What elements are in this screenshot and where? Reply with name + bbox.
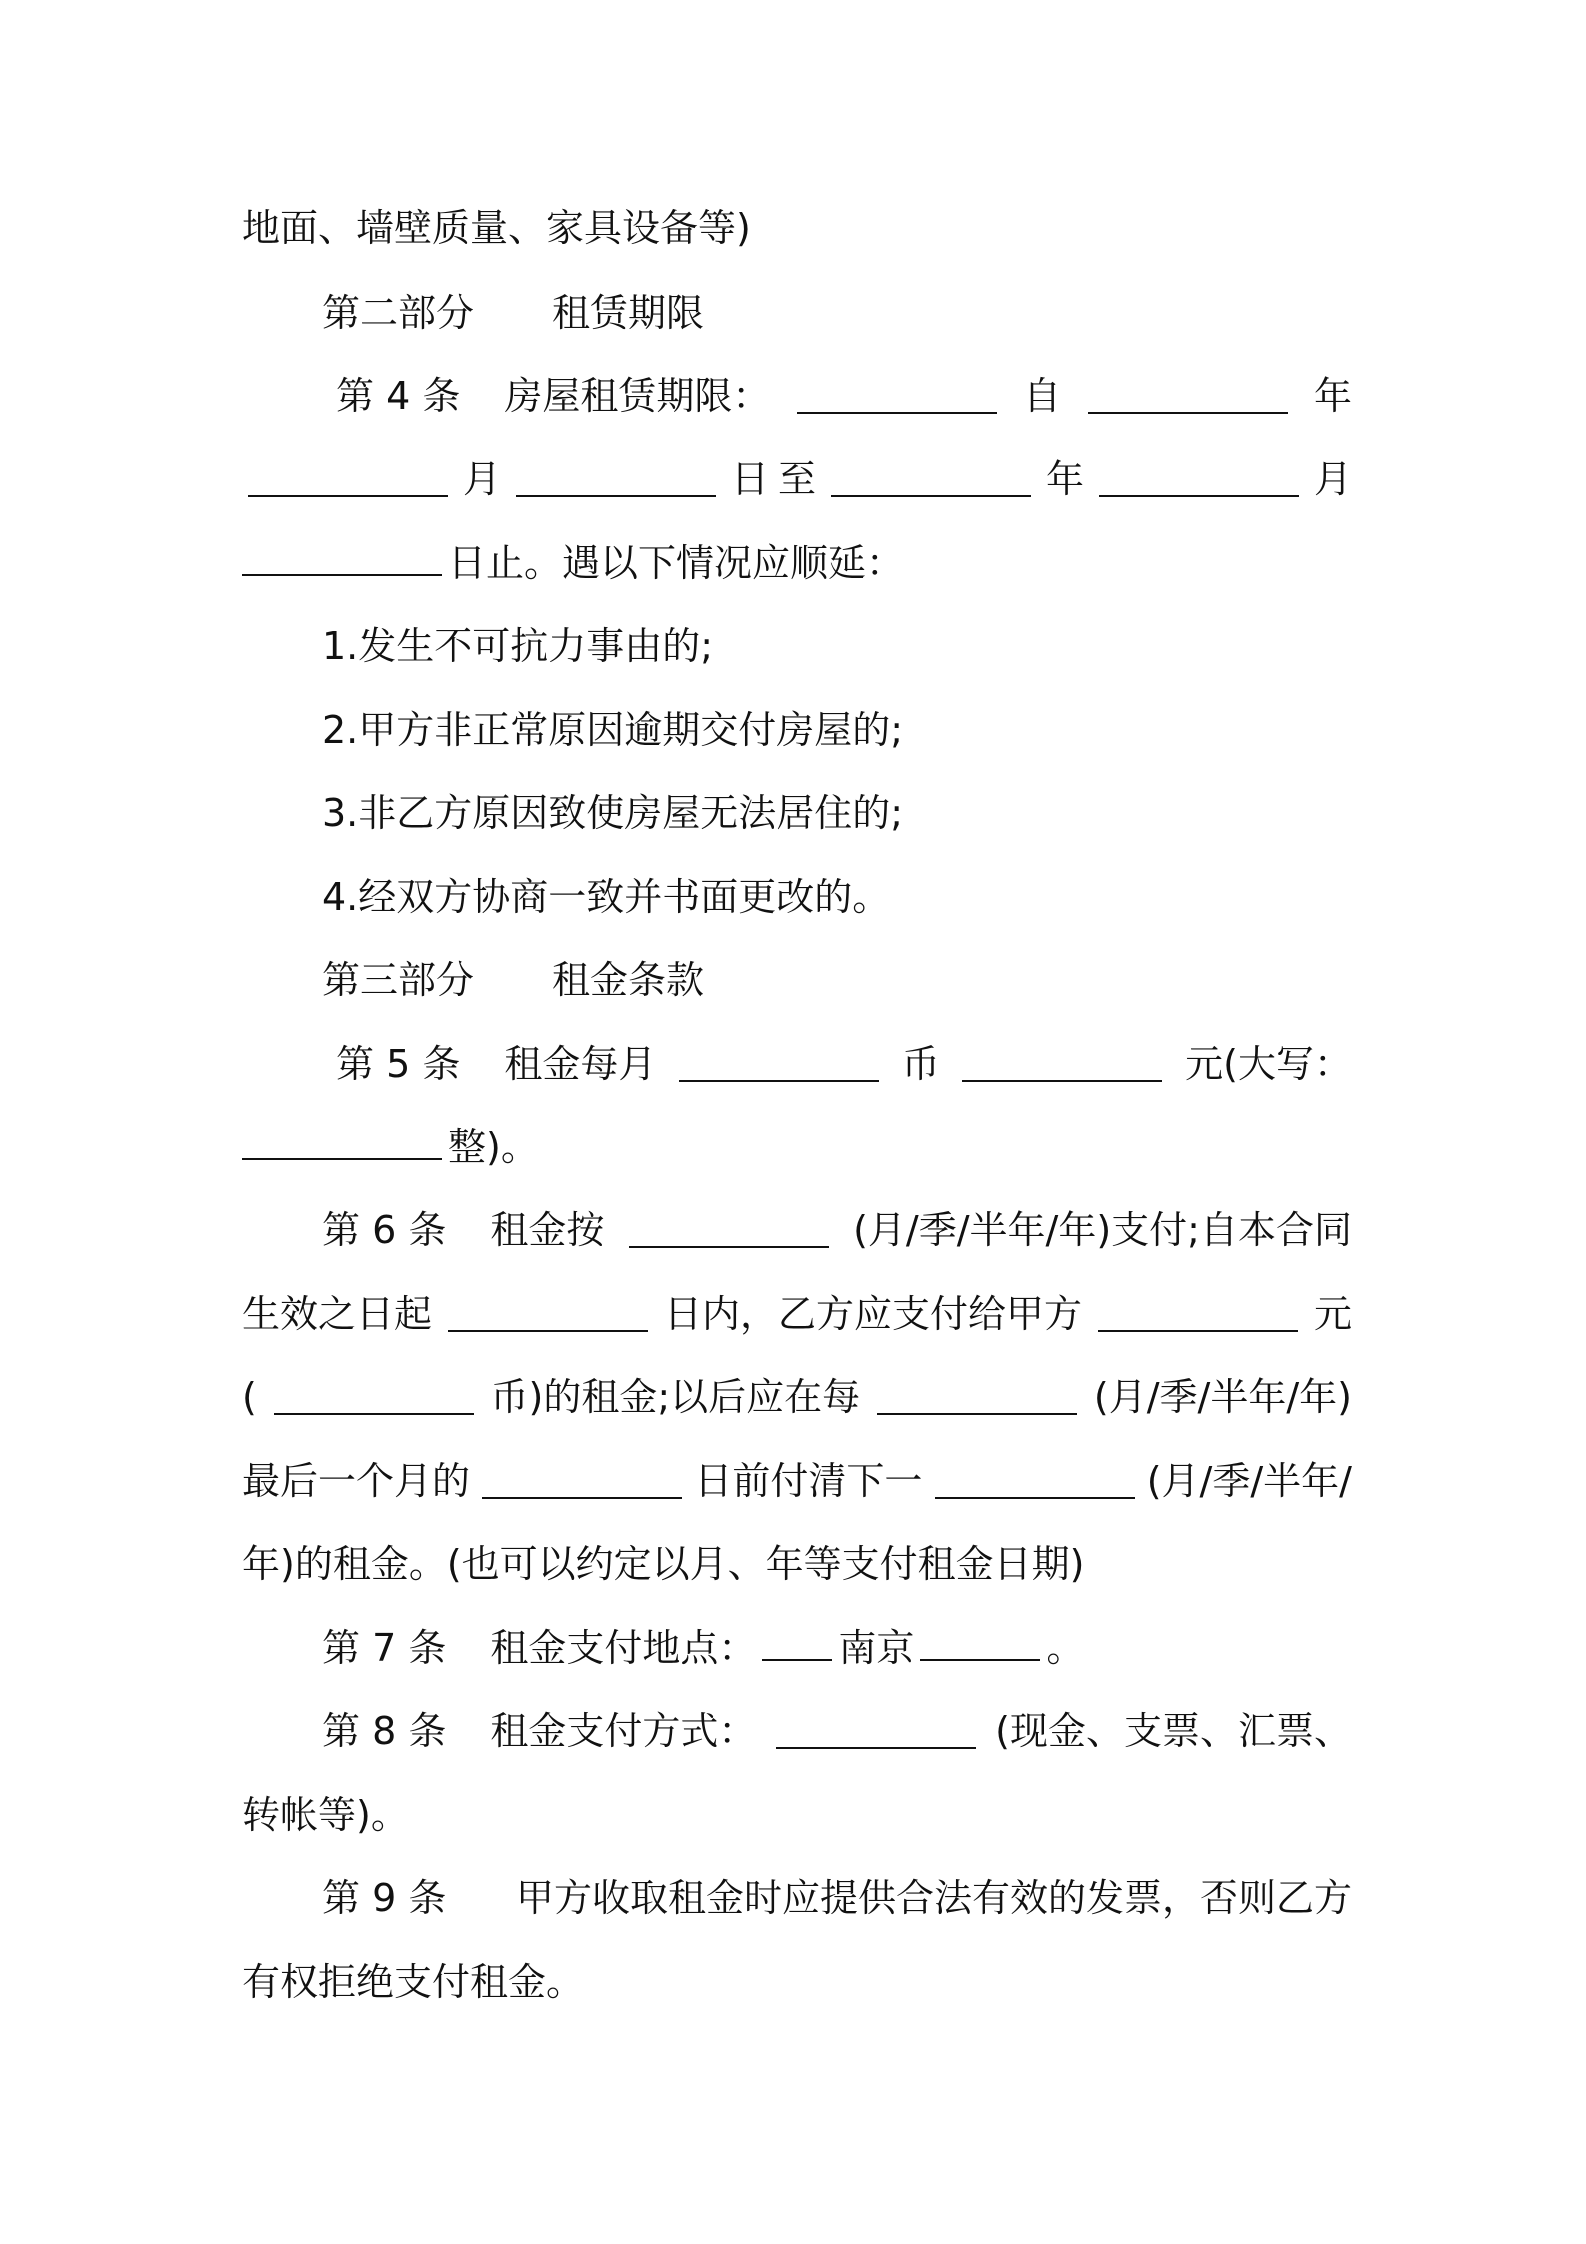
fill-blank[interactable] — [877, 1379, 1077, 1415]
filled-value: 南京 — [838, 1626, 915, 1670]
fill-blank[interactable] — [448, 1296, 648, 1332]
list-item-text: 3.非乙方原因致使房屋无法居住的; — [322, 791, 904, 835]
text-fragment: 年)的租金。(也可以约定以月、年等支付租金日期) — [242, 1542, 1085, 1586]
text-fragment: 月 — [1313, 457, 1352, 501]
fill-blank[interactable] — [962, 1046, 1162, 1082]
list-item — [322, 700, 1352, 760]
fill-blank[interactable] — [248, 461, 448, 497]
text-fragment: (现金、支票、汇票、 — [995, 1709, 1352, 1753]
section-heading — [322, 283, 1352, 343]
list-item — [322, 867, 1352, 927]
text-fragment: 房屋租赁期限： — [504, 374, 771, 418]
text-fragment: 币)的租金;以后应在每 — [490, 1375, 861, 1419]
article-9-line-2 — [242, 1952, 1352, 2012]
text-fragment: 自 — [1023, 374, 1062, 418]
list-item — [322, 616, 1352, 676]
text-fragment: 至 — [777, 457, 816, 501]
text-fragment: 租金支付方式： — [490, 1709, 757, 1753]
fill-blank[interactable] — [831, 461, 1031, 497]
fill-blank[interactable] — [935, 1463, 1135, 1499]
text-fragment: 生效之日起 — [242, 1292, 433, 1336]
article-6-line-5 — [242, 1534, 1352, 1594]
text-fragment: 年 — [1313, 374, 1352, 418]
article-7 — [322, 1618, 1352, 1678]
text-fragment: 日内，乙方应支付给甲方 — [663, 1292, 1082, 1336]
text-fragment: 元(大写： — [1185, 1042, 1352, 1086]
text-fragment: 币 — [901, 1042, 940, 1086]
text-fragment: 元 — [1313, 1292, 1352, 1336]
text-fragment: 租金支付地点： — [490, 1626, 757, 1670]
article-number: 第 9 条 — [322, 1876, 447, 1920]
text-fragment: 有权拒绝支付租金。 — [242, 1960, 585, 2004]
text-fragment: 整)。 — [448, 1125, 539, 1169]
article-4-line-3 — [242, 533, 1352, 593]
fill-blank[interactable] — [797, 378, 997, 414]
article-9-line-1 — [322, 1868, 1352, 1928]
fill-blank[interactable] — [482, 1463, 682, 1499]
article-6-line-2 — [242, 1284, 1352, 1344]
section-heading — [322, 950, 1352, 1010]
fill-blank[interactable] — [242, 1124, 442, 1160]
text-fragment: (月/季/半年/年)支付;自本合同 — [853, 1208, 1352, 1252]
article-4-line-2 — [242, 449, 1352, 509]
fill-blank[interactable] — [679, 1046, 879, 1082]
article-number: 第 8 条 — [322, 1709, 447, 1753]
list-item-text: 1.发生不可抗力事由的; — [322, 624, 714, 668]
article-5-line-2 — [242, 1117, 1352, 1177]
text-fragment: 日止。遇以下情况应顺延： — [448, 541, 905, 585]
article-number: 第 4 条 — [336, 374, 461, 418]
text-fragment: 转帐等)。 — [242, 1793, 409, 1837]
article-4-line-1 — [336, 366, 1352, 426]
text-fragment: (月/季/半年/ — [1146, 1459, 1352, 1503]
article-number: 第 7 条 — [322, 1626, 447, 1670]
fill-blank[interactable] — [1099, 461, 1299, 497]
text-fragment: 。 — [1046, 1626, 1085, 1670]
text-fragment: 甲方收取租金时应提供合法有效的发票，否则乙方 — [515, 1876, 1352, 1920]
list-item-text: 4.经双方协商一致并书面更改的。 — [322, 875, 891, 919]
text-fragment: 租金按 — [490, 1208, 605, 1252]
text-fragment: ( — [242, 1375, 257, 1419]
text-fragment: 日 — [730, 457, 769, 501]
article-6-line-3 — [242, 1367, 1352, 1427]
text-fragment: 地面、墙壁质量、家具设备等) — [242, 206, 751, 250]
article-8-line-2 — [242, 1785, 1352, 1845]
text-line — [242, 198, 1352, 258]
section-number: 第二部分 — [322, 291, 475, 335]
fill-blank[interactable] — [242, 540, 442, 576]
section-number: 第三部分 — [322, 958, 475, 1002]
list-item-text: 2.甲方非正常原因逾期交付房屋的; — [322, 708, 904, 752]
article-8-line-1 — [322, 1701, 1352, 1761]
fill-blank[interactable] — [1088, 378, 1288, 414]
fill-blank[interactable] — [920, 1625, 1040, 1661]
list-item — [322, 783, 1352, 843]
fill-blank[interactable] — [629, 1212, 829, 1248]
fill-blank[interactable] — [762, 1625, 832, 1661]
section-title: 租金条款 — [552, 958, 705, 1002]
article-number: 第 5 条 — [336, 1042, 461, 1086]
text-fragment: 最后一个月的 — [242, 1459, 471, 1503]
fill-blank[interactable] — [516, 461, 716, 497]
text-fragment: 租金每月 — [504, 1042, 657, 1086]
text-fragment: 日前付清下一 — [694, 1459, 923, 1503]
text-fragment: 月 — [462, 457, 501, 501]
section-title: 租赁期限 — [552, 291, 705, 335]
text-fragment: 年 — [1045, 457, 1084, 501]
fill-blank[interactable] — [776, 1713, 976, 1749]
article-6-line-4 — [242, 1451, 1352, 1511]
fill-blank[interactable] — [1098, 1296, 1298, 1332]
fill-blank[interactable] — [274, 1379, 474, 1415]
text-fragment: (月/季/半年/年) — [1093, 1375, 1352, 1419]
article-5-line-1 — [336, 1034, 1352, 1094]
article-6-line-1 — [322, 1200, 1352, 1260]
article-number: 第 6 条 — [322, 1208, 447, 1252]
